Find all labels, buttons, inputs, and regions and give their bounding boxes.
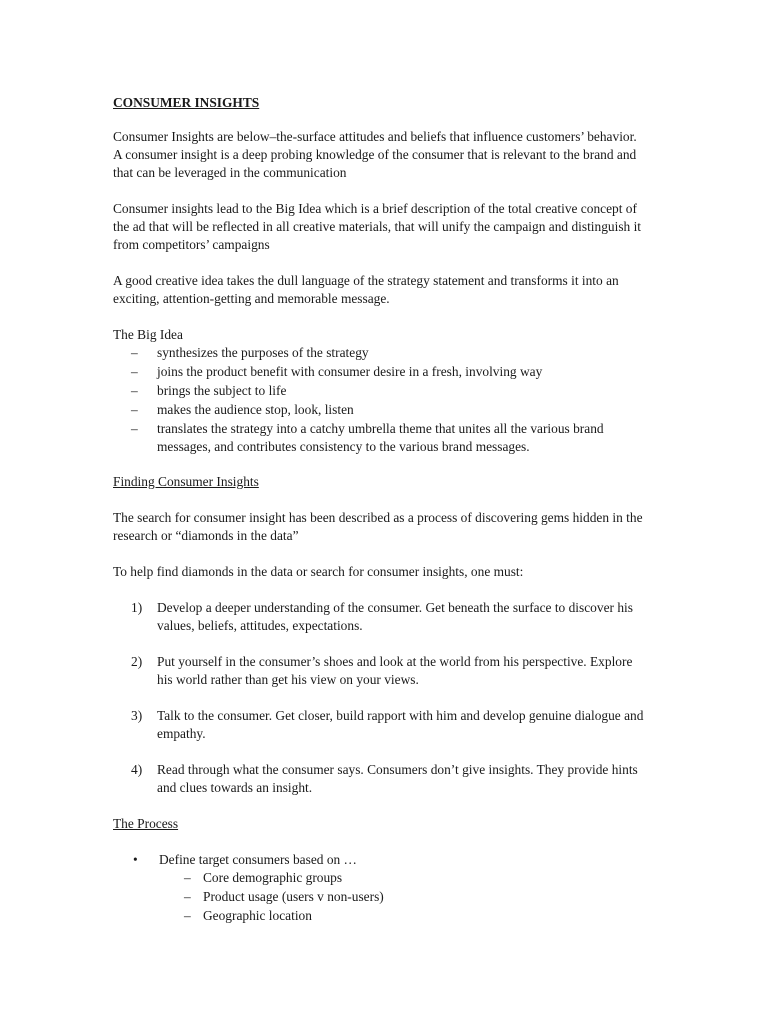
bullet-icon: •: [133, 852, 138, 867]
big-idea-list: [113, 344, 648, 456]
step-number: 2): [131, 654, 143, 669]
sub-item-text: Core demographic groups: [203, 870, 343, 885]
sub-item-text: Geographic location: [203, 908, 312, 923]
intro-paragraph: A good creative idea takes the dull language of the strategy statement and transforms it into an exciting, attention-getting and memorable message.: [113, 273, 619, 306]
step-number: 3): [131, 708, 143, 723]
dash-mark: –: [184, 889, 191, 904]
finding-insights-heading: Finding Consumer Insights: [113, 474, 259, 489]
document-title: CONSUMER INSIGHTS: [113, 95, 260, 110]
sub-list: [159, 869, 648, 925]
step-item: [113, 707, 648, 743]
intro-paragraph: Consumer Insights are below–the-surface attitudes and beliefs that influence customers’ behavior. A consumer insight is a deep probing knowledge of the consumer that is relevant to the brand and that can be leveraged in the communication: [113, 129, 637, 180]
list-item-text: synthesizes the purposes of the strategy: [157, 345, 369, 360]
dash-mark: –: [131, 421, 138, 436]
step-text: Read through what the consumer says. Consumers don’t give insights. They provide hints and clues towards an insight.: [157, 762, 638, 795]
list-item-text: translates the strategy into a catchy umbrella theme that unites all the various brand messages, and contributes consistency to the various brand messages.: [157, 421, 604, 454]
sub-item-text: Product usage (users v non-users): [203, 889, 384, 904]
big-idea-heading: The Big Idea: [113, 327, 183, 342]
sub-item: [159, 869, 648, 887]
step-item: [113, 653, 648, 689]
list-item: [113, 344, 648, 362]
process-heading: The Process: [113, 816, 179, 831]
list-item-text: joins the product benefit with consumer desire in a fresh, involving way: [157, 364, 543, 379]
document-page: [113, 94, 648, 926]
list-item: [113, 363, 648, 381]
intro-paragraph: Consumer insights lead to the Big Idea which is a brief description of the total creative concept of the ad that will be reflected in all creative materials, that will unify the campaign and distinguish it from competitors’ campaigns: [113, 201, 642, 252]
sub-item: [159, 907, 648, 925]
step-item: [113, 761, 648, 797]
list-item-text: makes the audience stop, look, listen: [157, 402, 354, 417]
step-number: 4): [131, 762, 143, 777]
list-item: [113, 382, 648, 400]
finding-paragraph: The search for consumer insight has been described as a process of discovering gems hidden in the research or “diamonds in the data”: [113, 510, 643, 543]
dash-mark: –: [131, 364, 138, 379]
step-number: 1): [131, 600, 143, 615]
finding-paragraph: To help find diamonds in the data or search for consumer insights, one must:: [113, 564, 524, 579]
step-item: [113, 599, 648, 635]
sub-item: [159, 888, 648, 906]
dash-mark: –: [131, 402, 138, 417]
step-text: Talk to the consumer. Get closer, build rapport with him and develop genuine dialogue and empathy.: [157, 708, 644, 741]
step-text: Put yourself in the consumer’s shoes and look at the world from his perspective. Explore his world rather than get his view on your views.: [157, 654, 633, 687]
steps-list: [113, 599, 648, 797]
bullet-text: Define target consumers based on …: [159, 852, 357, 867]
bullet-item: [113, 851, 648, 925]
list-item: [113, 401, 648, 419]
list-item: [113, 420, 648, 456]
dash-mark: –: [131, 345, 138, 360]
list-item-text: brings the subject to life: [157, 383, 287, 398]
dash-mark: –: [184, 870, 191, 885]
dash-mark: –: [184, 908, 191, 923]
dash-mark: –: [131, 383, 138, 398]
process-list: [113, 851, 648, 925]
step-text: Develop a deeper understanding of the consumer. Get beneath the surface to discover his values, beliefs, attitudes, expectations.: [157, 600, 633, 633]
